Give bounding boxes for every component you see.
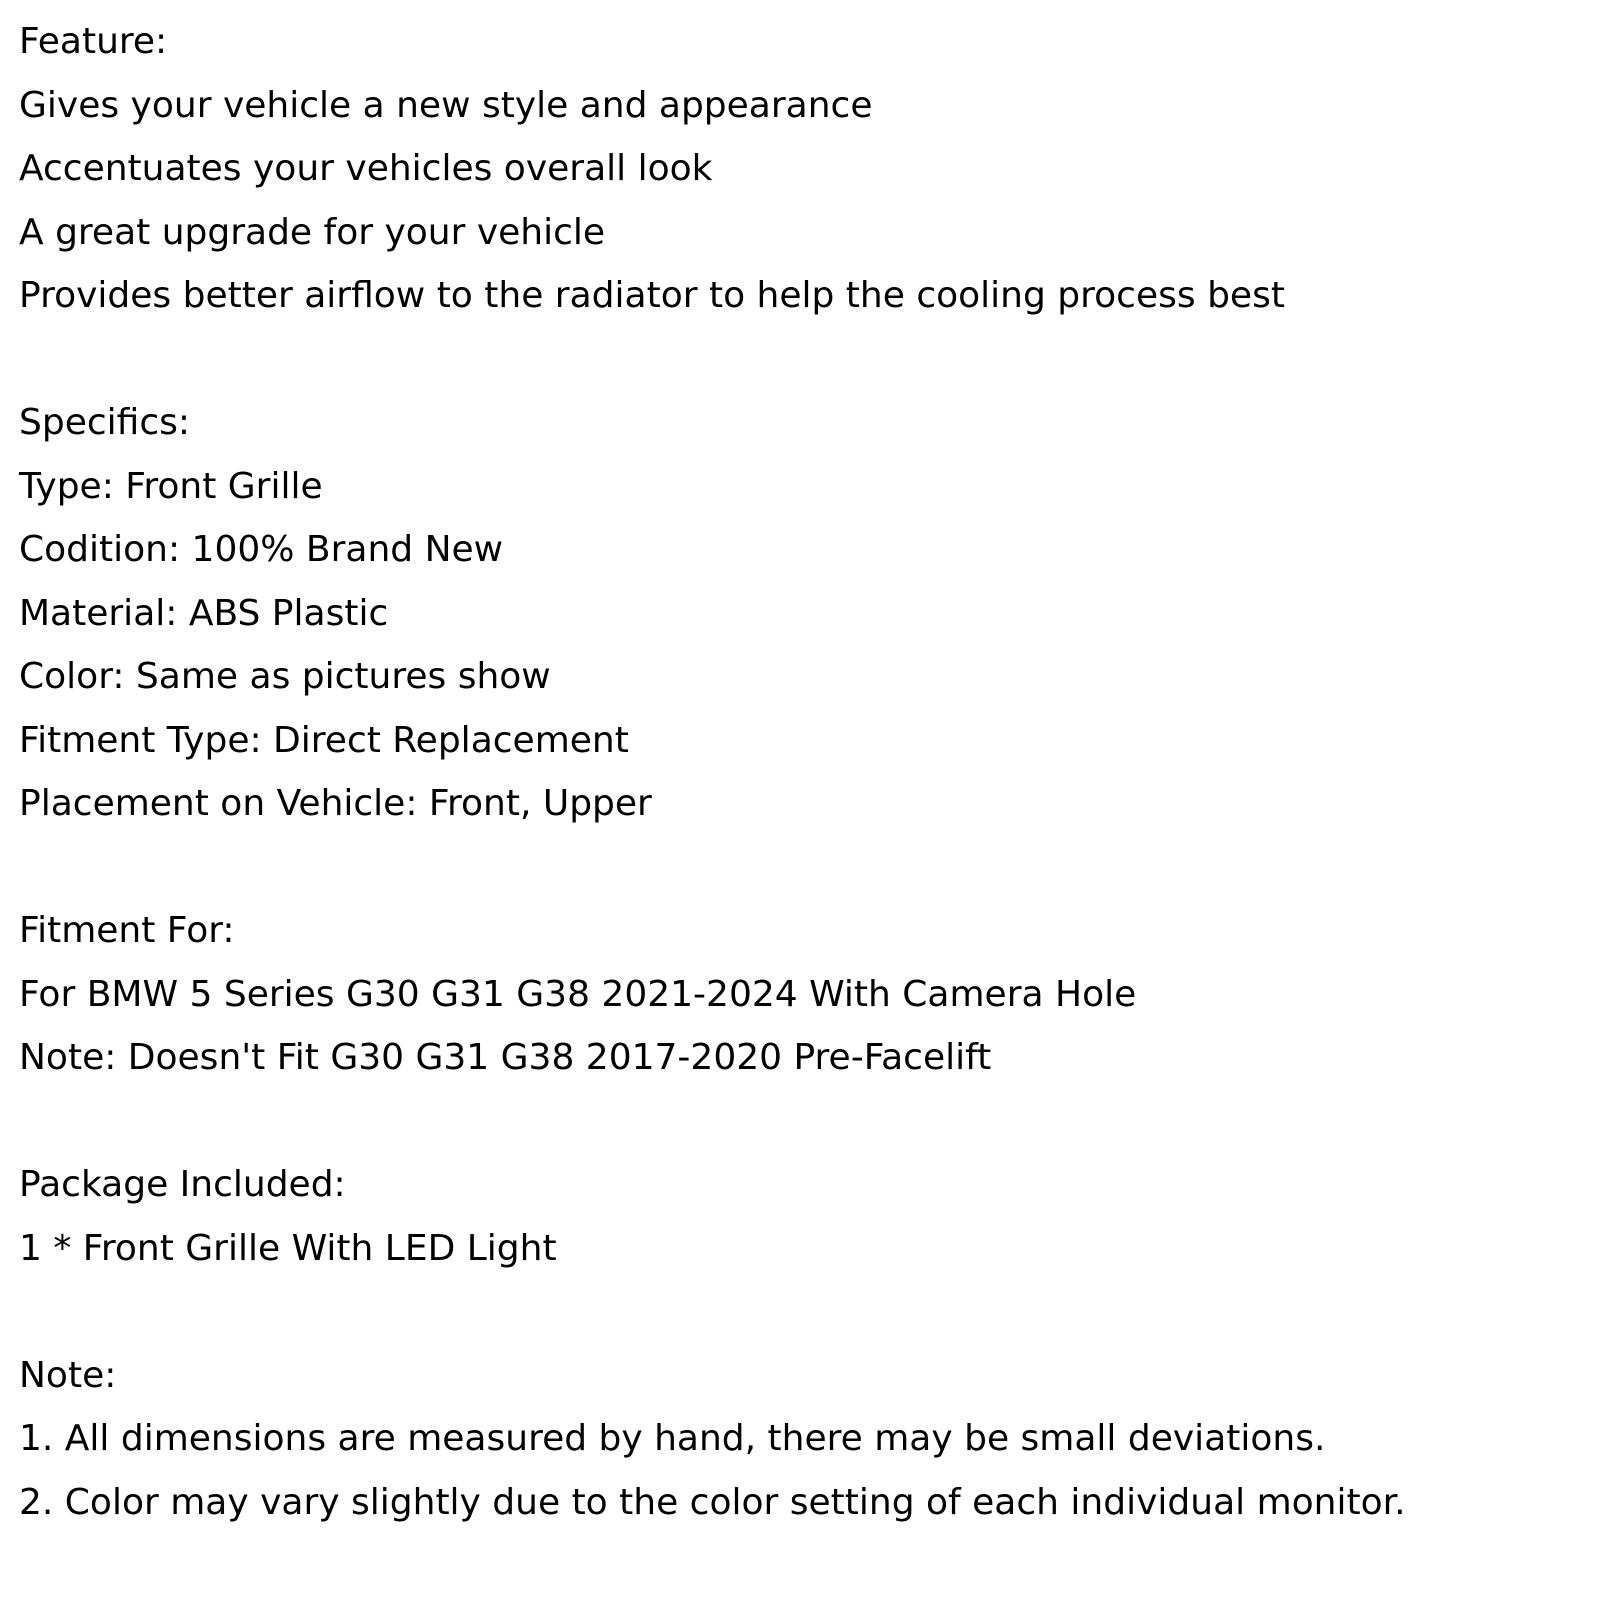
spec-placement: Placement on Vehicle: Front, Upper — [19, 783, 652, 824]
spec-type: Type: Front Grille — [19, 465, 323, 507]
specifics-heading: Specifics: — [19, 402, 190, 443]
specifics-section — [19, 391, 1579, 836]
spec-condition: Codition: 100% Brand New — [19, 529, 504, 570]
package-section — [19, 1153, 1579, 1280]
package-heading: Package Included: — [19, 1164, 346, 1205]
note-heading: Note: — [19, 1354, 117, 1396]
feature-line: A great upgrade for your vehicle — [19, 211, 606, 253]
feature-line: Provides better airflow to the radiator to help the cooling process best — [19, 275, 1285, 316]
spec-fitment-type: Fitment Type: Direct Replacement — [19, 719, 629, 761]
note-section — [19, 1344, 1579, 1535]
feature-line: Gives your vehicle a new style and appearance — [19, 84, 873, 126]
spec-color: Color: Same as pictures show — [19, 656, 551, 697]
fitment-note: Note: Doesn't Fit G30 G31 G38 2017-2020 Pre-Facelift — [19, 1037, 992, 1078]
fitment-heading: Fitment For: — [19, 910, 235, 951]
fitment-line: For BMW 5 Series G30 G31 G38 2021-2024 With Camera Hole — [19, 973, 1137, 1015]
product-description — [19, 10, 1579, 1598]
note-line: 1. All dimensions are measured by hand, there may be small deviations. — [19, 1418, 1326, 1459]
note-line: 2. Color may vary slightly due to the color setting of each individual monitor. — [19, 1481, 1406, 1523]
feature-line: Accentuates your vehicles overall look — [19, 148, 713, 189]
fitment-section — [19, 899, 1579, 1090]
feature-section — [19, 10, 1579, 328]
feature-heading: Feature: — [19, 21, 168, 62]
package-item: 1 * Front Grille With LED Light — [19, 1227, 557, 1269]
spec-material: Material: ABS Plastic — [19, 592, 389, 634]
